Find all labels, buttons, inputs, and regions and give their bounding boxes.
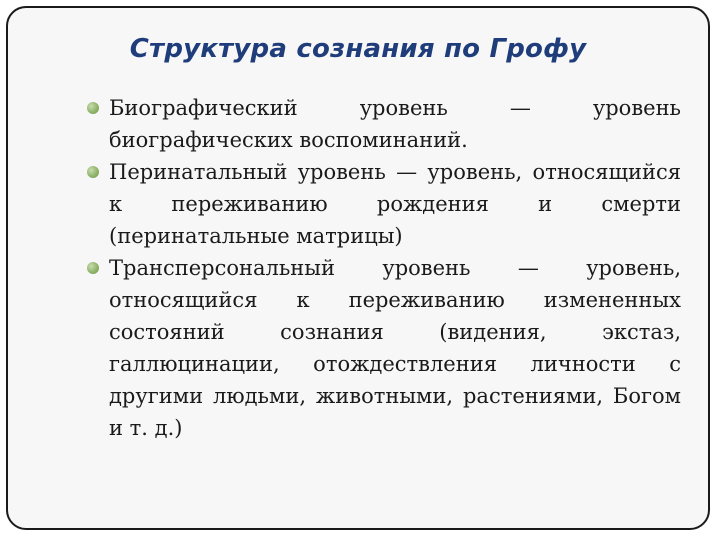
slide-title: Структура сознания по Грофу: [129, 34, 587, 64]
slide-frame: [6, 6, 710, 530]
bullet-item-transpersonal: [87, 252, 681, 444]
bullet-text: Трансперсональный уровень — уровень, относящийся к переживанию измененных состояний сознания (видения, экстаз, галлюцинации, отождествления личности с другими людьми, животными, растениями, Богом и т. д.): [109, 256, 681, 440]
bullet-item-biographical: [87, 92, 681, 156]
bullet-text: Биографический уровень — уровень биографических воспоминаний.: [109, 96, 681, 152]
bullet-text: Перинатальный уровень — уровень, относящийся к переживанию рождения и смерти (перинатальные матрицы): [109, 160, 681, 248]
bullet-dot-icon: [87, 102, 99, 114]
bullet-list: [87, 92, 681, 444]
bullet-dot-icon: [87, 262, 99, 274]
bullet-item-perinatal: [87, 156, 681, 252]
bullet-dot-icon: [87, 166, 99, 178]
